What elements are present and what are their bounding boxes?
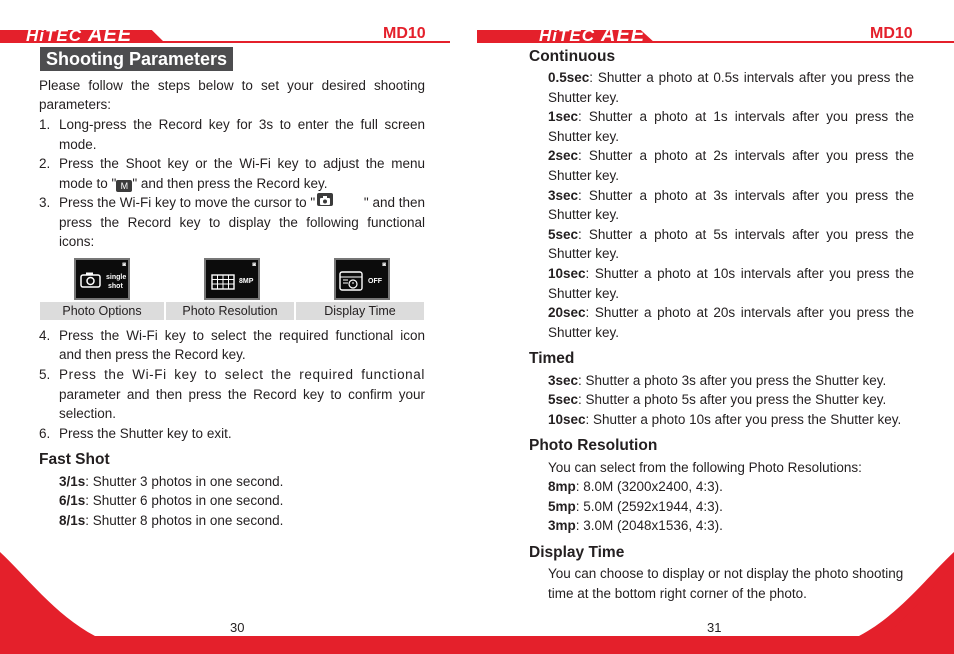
camera-icon bbox=[317, 193, 333, 206]
list-item: 20sec: Shutter a photo at 20s intervals after you press the bbox=[548, 305, 914, 320]
list-item: 10sec: Shutter a photo 10s after you press the Shutter key. bbox=[548, 412, 902, 427]
list-item: 3sec: Shutter a photo 3s after you press the Shutter key. bbox=[548, 373, 887, 388]
step-number: 1. bbox=[39, 117, 51, 132]
brand-logo: HiTEC AEE bbox=[539, 24, 646, 46]
step-text: Press the Shoot key or the Wi-Fi key to adjust the menu bbox=[59, 156, 425, 171]
list-item: 10sec: Shutter a photo at 10s intervals after you press the bbox=[548, 266, 914, 281]
list-item: 2sec: Shutter a photo at 2s intervals after you press the bbox=[548, 148, 914, 163]
step-number: 2. bbox=[39, 156, 51, 171]
caption-photo-options: Photo Options bbox=[40, 302, 164, 320]
intro-line: parameters: bbox=[39, 97, 112, 112]
grid-icon bbox=[211, 274, 235, 290]
list-item: 0.5sec: Shutter a photo at 0.5s intervals after you press the bbox=[548, 70, 914, 85]
step-text: Press the Shutter key to exit. bbox=[59, 426, 232, 441]
intro-line: Please follow the steps below to set your desired shooting bbox=[39, 78, 425, 93]
step-number: 5. bbox=[39, 367, 51, 382]
right-page bbox=[477, 0, 954, 654]
list-item-cont: Shutter key. bbox=[548, 246, 620, 261]
list-item: 8mp: 8.0M (3200x2400, 4:3). bbox=[548, 479, 723, 494]
step-text: and then press the Record key. bbox=[59, 347, 246, 362]
mode-m-icon: M bbox=[116, 180, 132, 192]
display-time-heading: Display Time bbox=[529, 544, 625, 561]
step-text: press the Record key to display the following functional bbox=[59, 215, 425, 230]
step-text: Press the Wi-Fi key to move the cursor to " " and then bbox=[59, 195, 425, 210]
page-number: 31 bbox=[707, 620, 722, 635]
mode-indicator-icon: ◙ bbox=[252, 262, 256, 268]
list-item: 5sec: Shutter a photo 5s after you press the Shutter key. bbox=[548, 392, 887, 407]
list-item: 6/1s: Shutter 6 photos in one second. bbox=[59, 493, 284, 508]
clock-icon bbox=[339, 271, 363, 291]
list-item: 5mp: 5.0M (2592x1944, 4:3). bbox=[548, 499, 723, 514]
mode-indicator-icon: ◙ bbox=[122, 262, 126, 268]
step-text: Press the Wi-Fi key to select the required functional bbox=[59, 367, 425, 382]
list-item-cont: Shutter key. bbox=[548, 286, 620, 301]
list-item: 1sec: Shutter a photo at 1s intervals after you press the bbox=[548, 109, 914, 124]
resolution-intro: You can select from the following Photo Resolutions: bbox=[548, 460, 862, 475]
list-item: 3/1s: Shutter 3 photos in one second. bbox=[59, 474, 284, 489]
list-item: 3mp: 3.0M (2048x1536, 4:3). bbox=[548, 518, 723, 533]
step-text: mode to " M " and then press the Record key. bbox=[59, 176, 328, 191]
section-title: Shooting Parameters bbox=[40, 47, 233, 71]
camera-icon bbox=[80, 272, 102, 288]
step-number: 3. bbox=[39, 195, 51, 210]
caption-display-time: Display Time bbox=[296, 302, 424, 320]
photo-options-thumbnail: single shot ◙ bbox=[74, 258, 130, 300]
page-number: 30 bbox=[230, 620, 245, 635]
step-text: Long-press the Record key for 3s to enter the full screen bbox=[59, 117, 425, 132]
list-item-cont: Shutter key. bbox=[548, 207, 620, 222]
step-text: icons: bbox=[59, 234, 95, 249]
step-text: parameter and then press the Record key to confirm your bbox=[59, 387, 425, 402]
mode-indicator-icon: ◙ bbox=[382, 262, 386, 268]
list-item-cont: Shutter key. bbox=[548, 90, 620, 105]
timed-heading: Timed bbox=[529, 350, 575, 367]
step-number: 4. bbox=[39, 328, 51, 343]
step-text: selection. bbox=[59, 406, 117, 421]
list-item: 3sec: Shutter a photo at 3s intervals after you press the bbox=[548, 188, 914, 203]
list-item: 8/1s: Shutter 8 photos in one second. bbox=[59, 513, 284, 528]
model-name: MD10 bbox=[383, 25, 426, 42]
list-item-cont: Shutter key. bbox=[548, 168, 620, 183]
list-item-cont: Shutter key. bbox=[548, 129, 620, 144]
list-item: 5sec: Shutter a photo at 5s intervals after you press the bbox=[548, 227, 914, 242]
step-text: Press the Wi-Fi key to select the required functional icon bbox=[59, 328, 425, 343]
continuous-heading: Continuous bbox=[529, 48, 616, 65]
display-time-thumbnail: OFF ◙ bbox=[334, 258, 390, 300]
step-text: mode. bbox=[59, 137, 97, 152]
photo-resolution-thumbnail: 8MP ◙ bbox=[204, 258, 260, 300]
display-time-text: You can choose to display or not display the photo shooting bbox=[548, 566, 904, 581]
photo-resolution-heading: Photo Resolution bbox=[529, 437, 658, 454]
model-name: MD10 bbox=[870, 25, 913, 42]
display-time-text: time at the bottom right corner of the photo. bbox=[548, 586, 807, 601]
caption-photo-resolution: Photo Resolution bbox=[166, 302, 294, 320]
step-number: 6. bbox=[39, 426, 51, 441]
list-item-cont: Shutter key. bbox=[548, 325, 620, 340]
fast-shot-heading: Fast Shot bbox=[39, 451, 110, 468]
brand-logo: HiTEC AEE bbox=[26, 24, 133, 46]
